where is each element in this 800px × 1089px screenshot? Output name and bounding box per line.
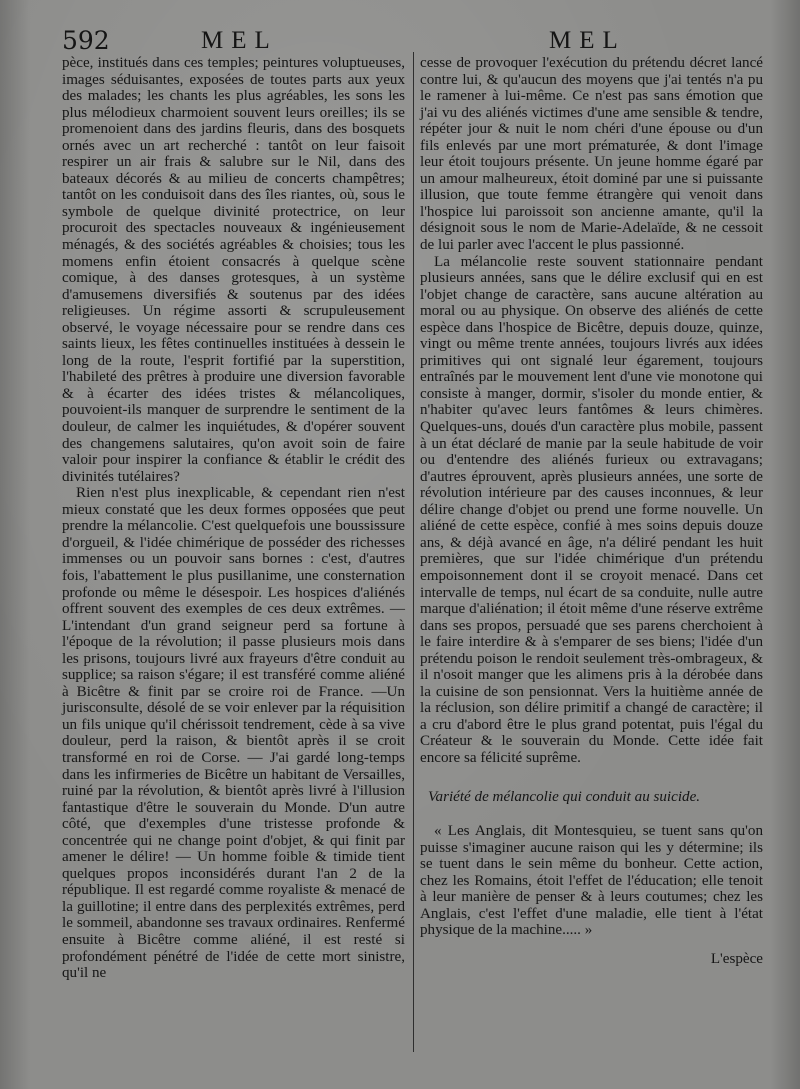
- section-subheading: Variété de mélancolie qui conduit au suicide.: [428, 788, 701, 805]
- page-header: [58, 26, 758, 56]
- paragraph: La mélancolie reste souvent stationnaire pendant plusieurs années, sans que le délire exclusif qui en est l'objet change de caractère, sans aucune altération au moral ou au physique. On observe des aliénés de cette espèce dans l'hospice de Bicêtre, depuis douze, quinze, vingt ou même trente années, toujours livrés aux idées primitives qui ont signalé leur égarement, toujours entraînés par le mouvement lent d'une vie monotone qui consiste à manger, dormir, s'isoler du monde entier, & n'habiter qu'avec leurs fantômes & leurs chimères. Quelques-uns, doués d'un caractère plus mobile, passent à un état déclaré de manie par la seule habitude de voir ou d'entendre des aliénés furieux ou extravagans; d'autres éprouvent, après plusieurs années, une sorte de révolution intérieure par des causes inconnues, & leur délire change d'objet ou prend une forme nouvelle. Un aliéné de cette espèce, confié à mes soins depuis douze ans, & déjà avancé en âge, n'a déliré pendant les huit premières, que sur l'idée chimérique d'un prétendu empoisonnement dont il se croyoit menacé. Dans cet intervalle de temps, nul écart de sa conduite, nulle autre marque d'aliénation; il étoit même d'une réserve extrême dans ses propos, persuadé que ses parens cherchoient à le faire interdire & à s'emparer de ses biens; l'idée d'un prétendu poison le rendoit seulement très-ombrageux, & il n'osoit manger que les alimens pris à la dérobée dans la cuisine de son pensionnat. Vers la huitième année de la réclusion, son délire primitif a changé de caractère; il a cru d'abord être le plus grand potentat, puis l'égal du Créateur & le souverain du Monde. Cette idée fait encore sa félicité suprême.: [420, 253, 763, 766]
- paragraph: cesse de provoquer l'exécution du prétendu décret lancé contre lui, & qu'aucun des moyens que j'ai tentés n'a pu le ramener à lui-même. Ce n'est pas sans émotion que j'ai vu des aliénés victimes d'une ame sensible & tendre, répéter jour & nuit le nom chéri d'une épouse ou d'un fils enlevés par une mort prématurée, & dont l'image leur étoit toujours présente. Un jeune homme égaré par un amour malheureux, étoit dominé par une si puissante illusion, que toute femme étrangère qui venoit dans l'hospice lui paroissoit son ancienne amante, qu'il la désignoit sous le nom de Marie-Adelaïde, & ne cessoit de lui parler avec l'accent le plus passionné.: [420, 55, 763, 254]
- right-column: [420, 55, 763, 967]
- page-number: 592: [62, 26, 110, 55]
- paragraph: Rien n'est plus inexplicable, & cependant rien n'est mieux constaté que les deux formes opposées que peut prendre la mélancolie. C'est quelquefois une boussissure d'orgueil, & l'idée chimérique de posséder des richesses immenses ou un pouvoir sans bornes : c'est, d'autres fois, l'abattement le plus pusillanime, une consternation profonde ou même le désespoir. Les hospices d'aliénés offrent souvent des exemples de ces deux extrêmes. — L'intendant d'un grand seigneur perd sa fortune à l'époque de la révolution; il passe plusieurs mois dans les prisons, toujours livré aux frayeurs d'être conduit au supplice; sa raison s'égare; il est transféré comme aliéné à Bicêtre & finit par se croire roi de France. —Un jurisconsulte, désolé de se voir enlever par la réquisition un fils unique qu'il chérissoit tendrement, cède à sa vive douleur, perd la raison, & bientôt après il se croit transformé en roi de Corse. — J'ai gardé long-temps dans les infirmeries de Bicêtre un habitant de Versailles, ruiné par la révolution, & bientôt après livré à l'illusion fantastique d'être le souverain du Monde. D'un autre côté, que d'exemples d'une tristesse profonde & concentrée qui ne change point d'objet, & qui finit par amener le délire! — Un homme foible & timide tient quelques propos inconsidérés durant l'an 2 de la république. Il est regardé comme royaliste & menacé de la guillotine; il entre dans des perplexités extrêmes, perd le sommeil, abandonne ses travaux ordinaires. Renfermé ensuite à Bicêtre comme aliéné, il est resté si profondément pénétré de l'idée de cette mort sinistre, qu'il ne: [62, 485, 405, 982]
- running-head-left: MEL: [201, 27, 278, 54]
- left-column: [62, 55, 405, 982]
- quote-paragraph: « Les Anglais, dit Montesquieu, se tuent sans qu'on puisse s'imaginer aucune raison qui les y détermine; ils se tuent dans le sein même du bonheur. Cette action, chez les Romains, étoit l'effet de l'éducation; elle tenoit à leur manière de penser & à leurs coutumes; chez les Anglais, c'est l'effet d'une maladie, elle tient à l'état physique de la machine..... »: [420, 823, 763, 939]
- paragraph: pèce, institués dans ces temples; peintures voluptueuses, images séduisantes, exposées de toutes parts aux yeux des malades; les chants les plus agréables, les sons les plus mélodieux charmoient souvent leurs oreilles; ils se promenoient dans des jardins fleuris, dans des bosquets ornés avec un art recherché : tantôt on leur faisoit respirer un air frais & salubre sur le Nil, dans des bateaux décorés & au milieu de concerts champêtres; tantôt on les conduisoit dans des îles riantes, où, sous le symbole de quelque divinité protectrice, on leur procuroit des spectacles nouveaux & ingénieusement ménagés, & des sociétés agréables & choisies; tous les momens enfin étoient consacrés à quelque scène comique, à des danses grotesques, à un système d'amusemens diversifiés & soutenus par des idées religieuses. Un régime assorti & scrupuleusement observé, le voyage nécessaire pour se rendre dans ces saints lieux, les fêtes continuelles instituées à dessein le long de la route, l'esprit fortifié par la superstition, l'habileté des prêtres à produire une diversion favorable & à écarter des idées tristes & mélancoliques, pouvoient-ils manquer de surprendre le sentiment de la douleur, de calmer les inquiétudes, & d'opérer souvent des changemens salutaires, qu'on avoit soin de faire valoir pour inspirer la confiance & établir le crédit des divinités tutélaires?: [62, 55, 405, 485]
- column-divider: [413, 52, 414, 1052]
- catchword: L'espèce: [710, 950, 763, 967]
- running-head-right: MEL: [549, 27, 626, 54]
